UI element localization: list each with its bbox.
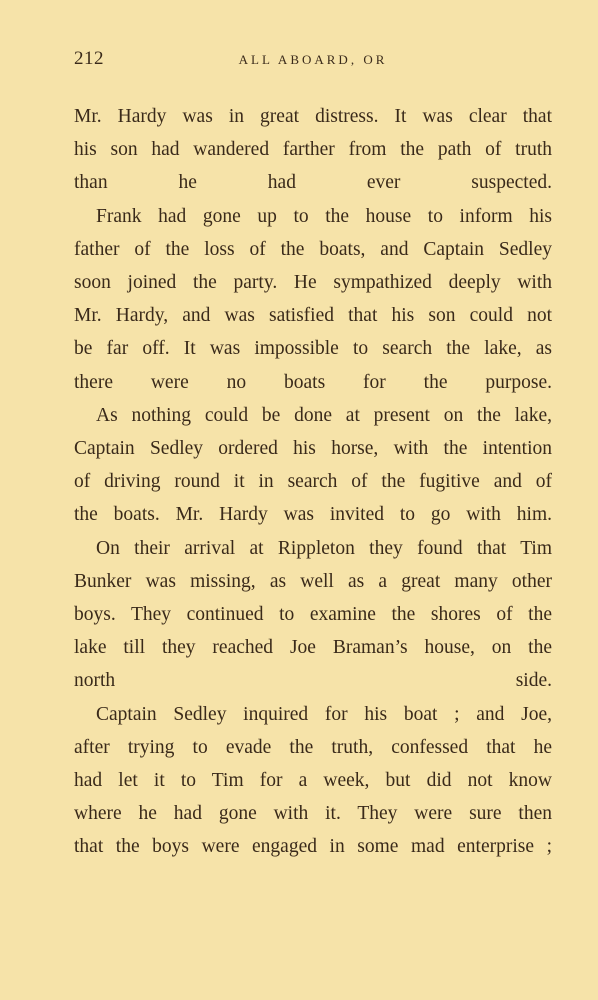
line: where he had gone with it. They were sure then	[74, 803, 552, 825]
line: after trying to evade the truth, confessed that he	[74, 736, 552, 758]
paragraph-2	[74, 200, 552, 399]
running-head	[74, 48, 552, 72]
paragraph-4	[74, 532, 552, 698]
paragraph-5	[74, 698, 552, 864]
running-title: ALL ABOARD, OR	[238, 52, 388, 67]
line: On their arrival at Rippleton they found that Tim	[96, 537, 552, 559]
line: Mr. Hardy was in great distress. It was clear that	[74, 106, 552, 127]
line: there were no boats for the purpose.	[74, 371, 552, 393]
line: his son had wandered farther from the path of truth	[74, 139, 552, 161]
line: Bunker was missing, as well as a great many other	[74, 570, 552, 592]
line: lake till they reached Joe Braman’s house, on the	[74, 637, 552, 659]
line: Captain Sedley ordered his horse, with the intention	[74, 438, 552, 460]
line: Frank had gone up to the house to inform his	[96, 205, 552, 227]
line: had let it to Tim for a week, but did not know	[74, 770, 552, 792]
line: be far off. It was impossible to search the lake, as	[74, 338, 552, 360]
line: Captain Sedley inquired for his boat ; and Joe,	[96, 703, 552, 725]
line: that the boys were engaged in some mad enterprise ;	[74, 836, 552, 858]
line: As nothing could be done at present on the lake,	[96, 404, 552, 426]
line: boys. They continued to examine the shores of the	[74, 604, 552, 626]
body-text	[74, 100, 552, 864]
line: than he had ever suspected.	[74, 172, 552, 194]
line: north side.	[74, 670, 552, 692]
paragraph-3	[74, 399, 552, 532]
line: father of the loss of the boats, and Captain Sedley	[74, 238, 552, 260]
line: Mr. Hardy, and was satisfied that his son could not	[74, 305, 552, 327]
line: soon joined the party. He sympathized deeply with	[74, 272, 552, 294]
line: of driving round it in search of the fugitive and of	[74, 471, 552, 493]
paragraph-1	[74, 100, 552, 200]
page-number: 212	[74, 48, 104, 69]
line: the boats. Mr. Hardy was invited to go with him.	[74, 504, 552, 526]
